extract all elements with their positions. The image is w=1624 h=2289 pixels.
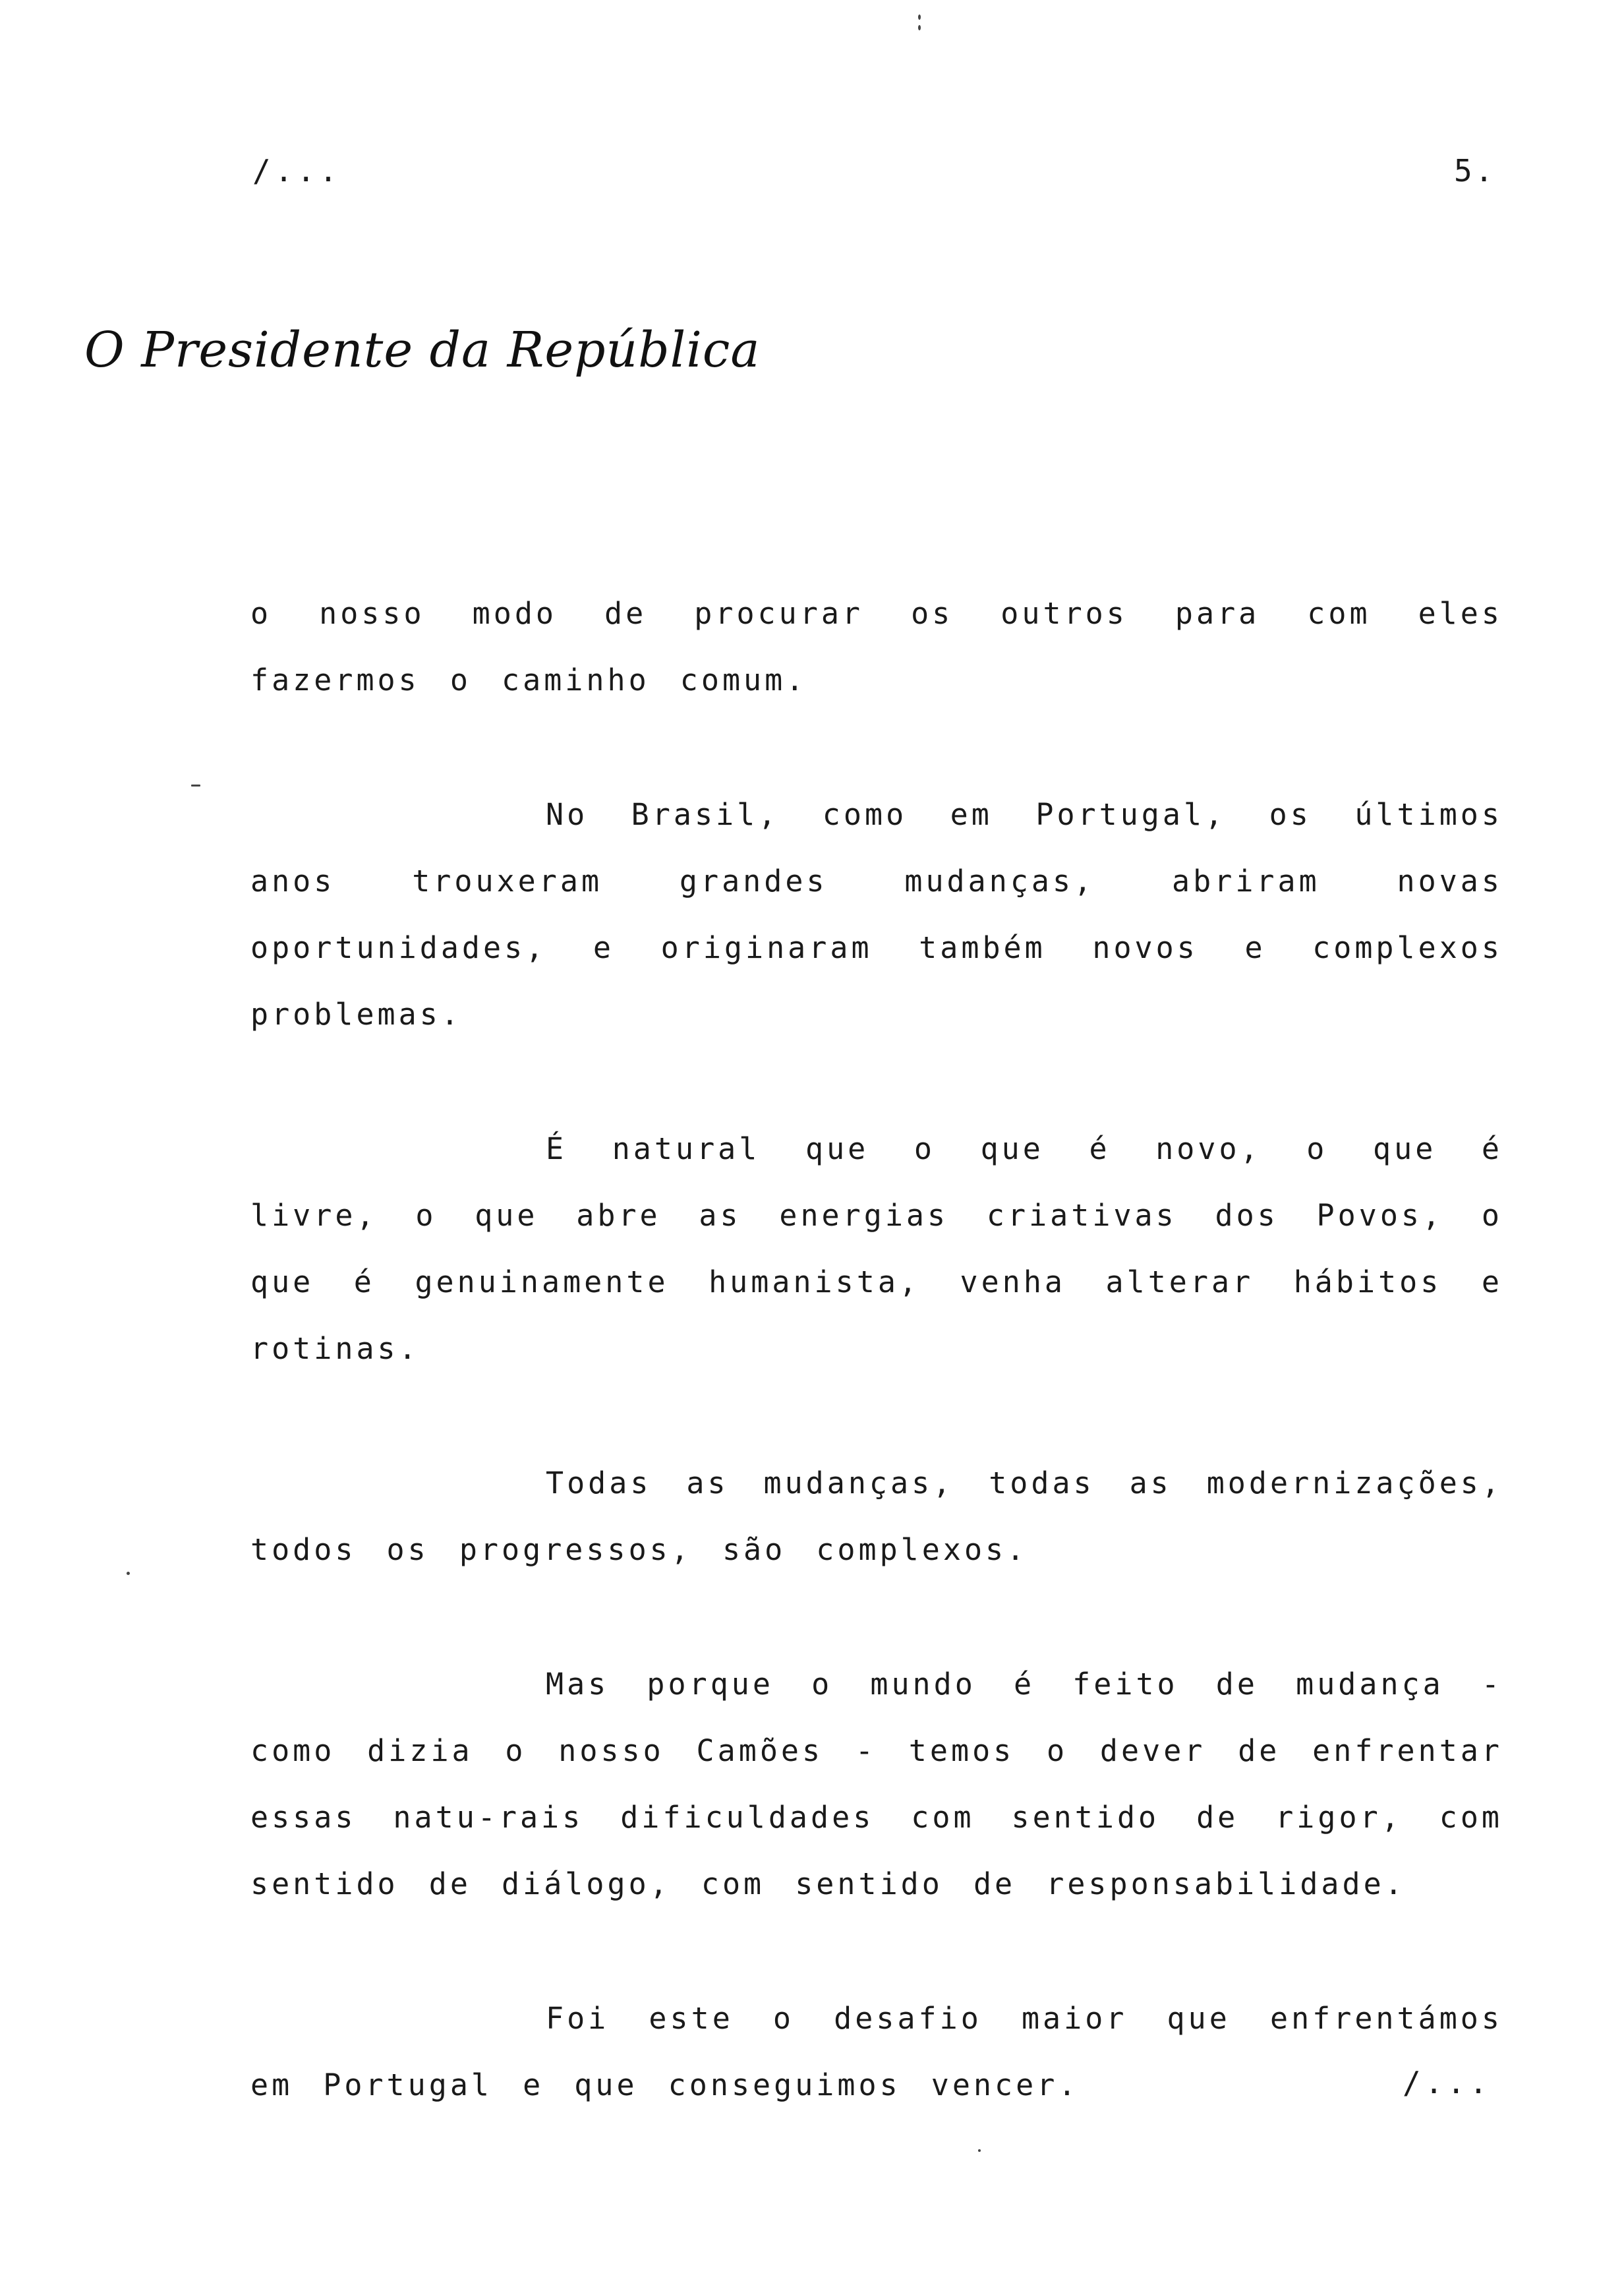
scan-speck bbox=[978, 2149, 981, 2152]
document-body bbox=[250, 580, 1503, 2186]
page-number: 5. bbox=[1454, 153, 1496, 189]
paragraph: É natural que o que é novo, o que é livre, o que abre as energias criativas dos Povos, o que é genuinamente humanista, venha alterar hábitos e rotinas. bbox=[250, 1131, 1503, 1366]
paragraph: Mas porque o mundo é feito de mudança - como dizia o nosso Camões - temos o dever de enfrentar essas natu-rais dificuldades com sentido de rigor, com sentido de diálogo, com sentido de responsabilidade. bbox=[250, 1667, 1503, 1901]
continuation-marker: /... bbox=[1403, 2065, 1492, 2100]
scan-speck bbox=[918, 25, 921, 30]
scan-speck bbox=[127, 1572, 130, 1575]
letterhead-title: O Presidente da República bbox=[84, 322, 761, 378]
scan-speck bbox=[191, 785, 200, 787]
paragraph: No Brasil, como em Portugal, os últimos anos trouxeram grandes mudanças, abriram novas oportunidades, e originaram também novos e complexos problemas. bbox=[250, 797, 1503, 1032]
scan-speck bbox=[918, 15, 921, 20]
paragraph: o nosso modo de procurar os outros para com eles fazermos o caminho comum. bbox=[250, 596, 1503, 698]
paragraph: Foi este o desafio maior que enfrentámos em Portugal e que conseguimos vencer. bbox=[250, 2001, 1503, 2102]
paragraph: Todas as mudanças, todas as modernizações, todos os progressos, são complexos. bbox=[250, 1466, 1503, 1567]
page-reference-marker: /... bbox=[252, 153, 341, 189]
